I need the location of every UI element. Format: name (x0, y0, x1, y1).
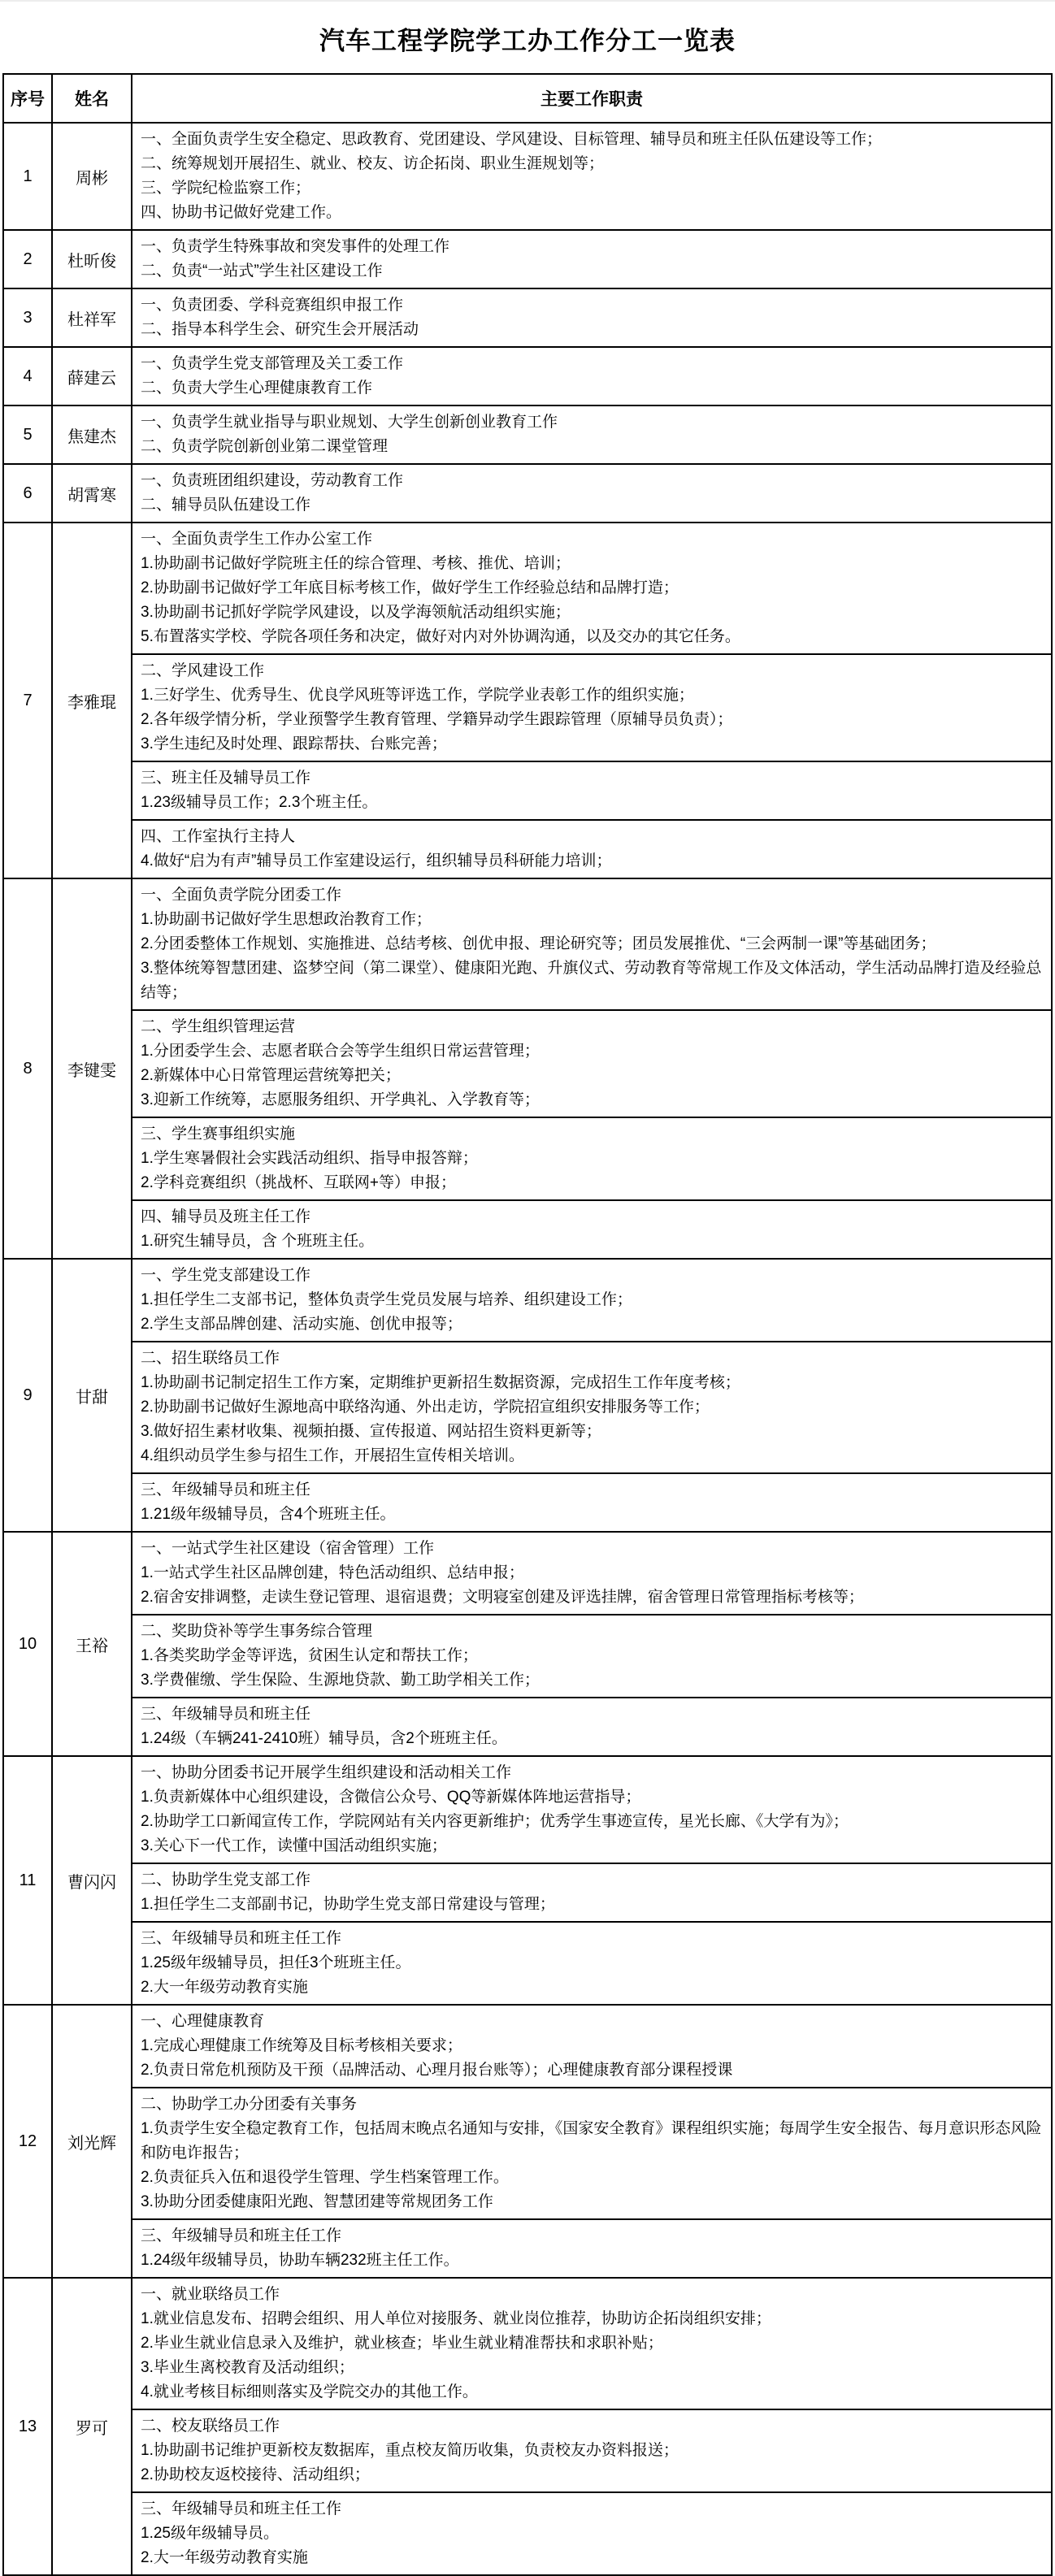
table-row (3, 1756, 1052, 2005)
table-row (3, 230, 1052, 288)
header-row (3, 74, 1052, 123)
row-index: 2 (3, 230, 52, 288)
row-index: 9 (3, 1259, 52, 1532)
duty-line: 三、年级辅导员和班主任工作 (141, 2227, 342, 2244)
person-name: 周彬 (52, 123, 132, 230)
header-index: 序号 (3, 74, 52, 123)
duty-section (132, 1533, 1051, 1614)
duty-line: 4.组织动员学生参与招生工作，开展招生宣传相关培训。 (141, 1447, 524, 1464)
duty-line: 3.协助分团委健康阳光跑、智慧团建等常规团务工作 (141, 2193, 493, 2210)
duty-section (132, 2218, 1051, 2277)
duty-section (132, 653, 1051, 761)
duty-line: 一、负责团委、学科竞赛组织申报工作 (141, 297, 404, 314)
table-row (3, 523, 1052, 878)
duty-section (132, 1472, 1051, 1531)
duties-cell (132, 1532, 1052, 1756)
duty-line: 2.新媒体中心日常管理运营统筹把关； (141, 1067, 401, 1084)
table-row (3, 1259, 1052, 1532)
duty-line: 1.三好学生、优秀导生、优良学风班等评选工作，学院学业表彰工作的组织实施； (141, 687, 694, 704)
duties-cell (132, 2278, 1052, 2575)
duties-cell (132, 464, 1052, 523)
duty-section (132, 2087, 1051, 2218)
duty-line: 1.各类奖助学金等评选，贫困生认定和帮扶工作； (141, 1647, 478, 1664)
table-row (3, 878, 1052, 1259)
duties-cell (132, 288, 1052, 347)
duty-section (132, 1009, 1051, 1117)
duty-line: 1.负责新媒体中心组织建设，含微信公众号、QQ等新媒体阵地运营指导； (141, 1789, 641, 1806)
duties-cell (132, 878, 1052, 1259)
duty-line: 4.就业考核目标细则落实及学院交办的其他工作。 (141, 2383, 478, 2400)
person-name: 李键雯 (52, 878, 132, 1259)
person-name: 胡霄寒 (52, 464, 132, 523)
duty-line: 一、心理健康教育 (141, 2013, 265, 2030)
duty-line: 二、负责大学生心理健康教育工作 (141, 379, 373, 397)
duty-line: 2.宿舍安排调整，走读生登记管理、退宿退费；文明寝室创建及评选挂牌，宿舍管理日常管理指标考核等； (141, 1589, 864, 1606)
duties-cell (132, 1756, 1052, 2005)
duty-line: 二、统筹规划开展招生、就业、校友、访企拓岗、职业生涯规划等； (141, 155, 605, 172)
duty-line: 二、指导本科学生会、研究生会开展活动 (141, 321, 419, 338)
duty-line: 四、辅导员及班主任工作 (141, 1208, 311, 1225)
duties-cell (132, 2005, 1052, 2278)
duty-section (132, 1863, 1051, 1921)
duty-line: 1.21级年级辅导员，含4个班班主任。 (141, 1506, 396, 1523)
duty-line: 二、学风建设工作 (141, 662, 265, 679)
duty-line: 一、全面负责学生工作办公室工作 (141, 531, 373, 548)
duty-line: 三、年级辅导员和班主任 (141, 1481, 311, 1498)
table-row (3, 123, 1052, 230)
duties-cell (132, 405, 1052, 464)
table-row (3, 464, 1052, 523)
duty-section (132, 406, 1051, 463)
duty-line: 1.25级年级辅导员，担任3个班班主任。 (141, 1954, 411, 1971)
duties-cell (132, 1259, 1052, 1532)
duty-line: 3.协助副书记抓好学院学风建设，以及学海领航活动组织实施； (141, 604, 571, 621)
table-row (3, 2278, 1052, 2575)
duty-section (132, 2006, 1051, 2087)
duty-line: 二、协助学工办分团委有关事务 (141, 2096, 358, 2113)
duty-line: 1.协助副书记做好学生思想政治教育工作； (141, 911, 432, 928)
duty-section (132, 2491, 1051, 2574)
duty-section (132, 761, 1051, 819)
duty-line: 一、一站式学生社区建设（宿舍管理）工作 (141, 1540, 435, 1557)
duty-line: 一、全面负责学院分团委工作 (141, 887, 342, 904)
duty-line: 二、负责学院创新创业第二课堂管理 (141, 438, 389, 455)
duty-line: 2.各年级学情分析，学业预警学生教育管理、学籍异动学生跟踪管理（原辅导员负责）； (141, 711, 733, 728)
duty-line: 2.协助校友返校接待、活动组织； (141, 2466, 370, 2483)
duty-line: 3.学生违纪及时处理、跟踪帮扶、台账完善； (141, 735, 447, 752)
person-name: 李雅琨 (52, 523, 132, 878)
duty-line: 四、工作室执行主持人 (141, 828, 296, 845)
duty-section (132, 879, 1051, 1009)
duty-line: 1.分团委学生会、志愿者联合会等学生组织日常运营管理； (141, 1043, 540, 1060)
duty-line: 一、学生党支部建设工作 (141, 1267, 311, 1284)
duty-line: 2.协助学工口新闻宣传工作，学院网站有关内容更新维护；优秀学生事迹宣传，星光长廊、《大学有为》； (141, 1813, 849, 1830)
duty-line: 一、负责学生特殊事故和突发事件的处理工作 (141, 238, 450, 255)
table-row (3, 1532, 1052, 1756)
duty-section (132, 1921, 1051, 2004)
duty-line: 2.负责日常危机预防及干预（品牌活动、心理月报台账等）；心理健康教育部分课程授课 (141, 2062, 733, 2079)
row-index: 8 (3, 878, 52, 1259)
duty-section (132, 523, 1051, 653)
duty-line: 3.做好招生素材收集、视频拍摄、宣传报道、网站招生资料更新等； (141, 1423, 601, 1440)
duty-line: 二、奖助贷补等学生事务综合管理 (141, 1623, 373, 1640)
duty-line: 2.学生支部品牌创建、活动实施、创优申报等； (141, 1316, 462, 1333)
row-index: 10 (3, 1532, 52, 1756)
person-name: 焦建杰 (52, 405, 132, 464)
duties-cell (132, 123, 1052, 230)
header-duties: 主要工作职责 (132, 74, 1052, 123)
duty-line: 4.做好“启为有声”辅导员工作室建设运行，组织辅导员科研能力培训； (141, 852, 612, 870)
duty-line: 1.协助副书记做好学院班主任的综合管理、考核、推优、培训； (141, 555, 571, 572)
person-name: 王裕 (52, 1532, 132, 1756)
duty-section (132, 1260, 1051, 1341)
duty-line: 2.大一年级劳动教育实施 (141, 2549, 308, 2566)
duty-section (132, 2409, 1051, 2491)
duty-line: 1.担任学生二支部书记，整体负责学生党员发展与培养、组织建设工作； (141, 1291, 632, 1308)
duty-line: 三、班主任及辅导员工作 (141, 770, 311, 787)
person-name: 杜祥军 (52, 288, 132, 347)
duty-line: 四、协助书记做好党建工作。 (141, 204, 342, 221)
duty-line: 2.协助副书记做好学工年底目标考核工作，做好学生工作经验总结和品牌打造； (141, 579, 679, 596)
duty-line: 1.一站式学生社区品牌创建，特色活动组织、总结申报； (141, 1564, 524, 1581)
duties-cell (132, 347, 1052, 405)
duty-line: 1.24级年级辅导员，协助车辆232班主任工作。 (141, 2252, 459, 2269)
person-name: 杜昕俊 (52, 230, 132, 288)
duty-line: 1.24级（车辆241-2410班）辅导员，含2个班班主任。 (141, 1730, 507, 1747)
duty-line: 1.负责学生安全稳定教育工作，包括周末晚点名通知与安排，《国家安全教育》课程组织实施；每周学生安全报告、每月意识形态风险和防电诈报告； (141, 2120, 1042, 2162)
duty-section (132, 1341, 1051, 1472)
duty-line: 二、校友联络员工作 (141, 2418, 280, 2435)
duty-line: 1.学生寒暑假社会实践活动组织、指导申报答辩； (141, 1150, 478, 1167)
duty-line: 3.迎新工作统筹，志愿服务组织、开学典礼、入学教育等； (141, 1091, 540, 1108)
duty-line: 二、辅导员队伍建设工作 (141, 497, 311, 514)
duty-line: 2.学科竞赛组织（挑战杯、互联网+等）申报； (141, 1174, 456, 1191)
row-index: 5 (3, 405, 52, 464)
duty-line: 一、协助分团委书记开展学生组织建设和活动相关工作 (141, 1764, 512, 1781)
table-row (3, 288, 1052, 347)
duty-line: 1.25级年级辅导员。 (141, 2525, 279, 2542)
row-index: 11 (3, 1756, 52, 2005)
person-name: 甘甜 (52, 1259, 132, 1532)
person-name: 曹闪闪 (52, 1756, 132, 2005)
person-name: 刘光辉 (52, 2005, 132, 2278)
duty-line: 1.完成心理健康工作统筹及目标考核相关要求； (141, 2037, 462, 2054)
duty-section (132, 348, 1051, 405)
duty-line: 5.布置落实学校、学院各项任务和决定，做好对内对外协调沟通，以及交办的其它任务。 (141, 628, 740, 645)
duty-section (132, 1697, 1051, 1755)
duty-line: 3.关心下一代工作，读懂中国活动组织实施； (141, 1837, 447, 1854)
assignments-table (2, 73, 1053, 2576)
row-index: 3 (3, 288, 52, 347)
duty-line: 三、学院纪检监察工作； (141, 180, 311, 197)
row-index: 6 (3, 464, 52, 523)
duty-section (132, 1614, 1051, 1697)
duty-line: 三、年级辅导员和班主任 (141, 1706, 311, 1723)
duty-line: 3.毕业生离校教育及活动组织； (141, 2359, 354, 2376)
duty-line: 三、年级辅导员和班主任工作 (141, 1930, 342, 1947)
duty-line: 三、学生赛事组织实施 (141, 1125, 296, 1143)
duty-line: 一、负责学生就业指导与职业规划、大学生创新创业教育工作 (141, 414, 558, 431)
duty-section (132, 2279, 1051, 2409)
duty-line: 3.学费催缴、学生保险、生源地贷款、勤工助学相关工作； (141, 1672, 540, 1689)
duty-line: 1.协助副书记制定招生工作方案，定期维护更新招生数据资源，完成招生工作年度考核； (141, 1374, 740, 1391)
duty-section (132, 124, 1051, 229)
duty-line: 1.协助副书记维护更新校友数据库，重点校友简历收集，负责校友办资料报送； (141, 2442, 679, 2459)
duty-section (132, 1199, 1051, 1258)
row-index: 12 (3, 2005, 52, 2278)
duty-section (132, 1757, 1051, 1863)
duty-line: 二、招生联络员工作 (141, 1350, 280, 1367)
duty-line: 2.协助副书记做好生源地高中联络沟通、外出走访，学院招宣组织安排服务等工作； (141, 1399, 710, 1416)
duty-line: 2.大一年级劳动教育实施 (141, 1979, 308, 1996)
duty-line: 2.负责征兵入伍和退役学生管理、学生档案管理工作。 (141, 2169, 509, 2186)
person-name: 薛建云 (52, 347, 132, 405)
duty-line: 3.整体统筹智慧团建、盗梦空间（第二课堂）、健康阳光跑、升旗仪式、劳动教育等常规工作及文体活动，学生活动品牌打造及经验总结等； (141, 960, 1042, 1001)
duty-line: 1.23级辅导员工作；2.3个班主任。 (141, 794, 378, 811)
duty-section (132, 1117, 1051, 1199)
duty-line: 二、负责“一站式”学生社区建设工作 (141, 262, 383, 280)
duty-line: 1.研究生辅导员，含 个班班主任。 (141, 1233, 375, 1250)
duty-line: 2.毕业生就业信息录入及维护，就业核查；毕业生就业精准帮扶和求职补贴； (141, 2335, 663, 2352)
table-header (3, 74, 1052, 123)
row-index: 7 (3, 523, 52, 878)
duty-line: 二、学生组织管理运营 (141, 1018, 296, 1035)
table-row (3, 405, 1052, 464)
duty-line: 二、协助学生党支部工作 (141, 1871, 311, 1889)
duty-line: 一、负责班团组织建设，劳动教育工作 (141, 472, 404, 489)
duty-section (132, 819, 1051, 878)
duty-line: 三、年级辅导员和班主任工作 (141, 2500, 342, 2517)
duties-cell (132, 523, 1052, 878)
row-index: 1 (3, 123, 52, 230)
table-body (3, 123, 1052, 2575)
header-name: 姓名 (52, 74, 132, 123)
duty-line: 1.担任学生二支部副书记，协助学生党支部日常建设与管理； (141, 1896, 555, 1913)
duty-section (132, 465, 1051, 522)
person-name: 罗可 (52, 2278, 132, 2575)
duty-line: 一、就业联络员工作 (141, 2286, 280, 2303)
row-index: 13 (3, 2278, 52, 2575)
page-title: 汽车工程学院学工办工作分工一览表 (319, 27, 736, 55)
table-row (3, 347, 1052, 405)
table-row (3, 2005, 1052, 2278)
duties-cell (132, 230, 1052, 288)
duty-line: 一、全面负责学生安全稳定、思政教育、党团建设、学风建设、目标管理、辅导员和班主任队伍建设等工作； (141, 131, 883, 148)
duty-line: 2.分团委整体工作规划、实施推进、总结考核、创优申报、理论研究等；团员发展推优、“三会两制一课”等基础团务； (141, 935, 936, 952)
duty-line: 1.就业信息发布、招聘会组织、用人单位对接服务、就业岗位推荐，协助访企拓岗组织安排； (141, 2310, 771, 2327)
duty-line: 一、负责学生党支部管理及关工委工作 (141, 355, 404, 372)
row-index: 4 (3, 347, 52, 405)
duty-section (132, 289, 1051, 346)
duty-section (132, 231, 1051, 288)
